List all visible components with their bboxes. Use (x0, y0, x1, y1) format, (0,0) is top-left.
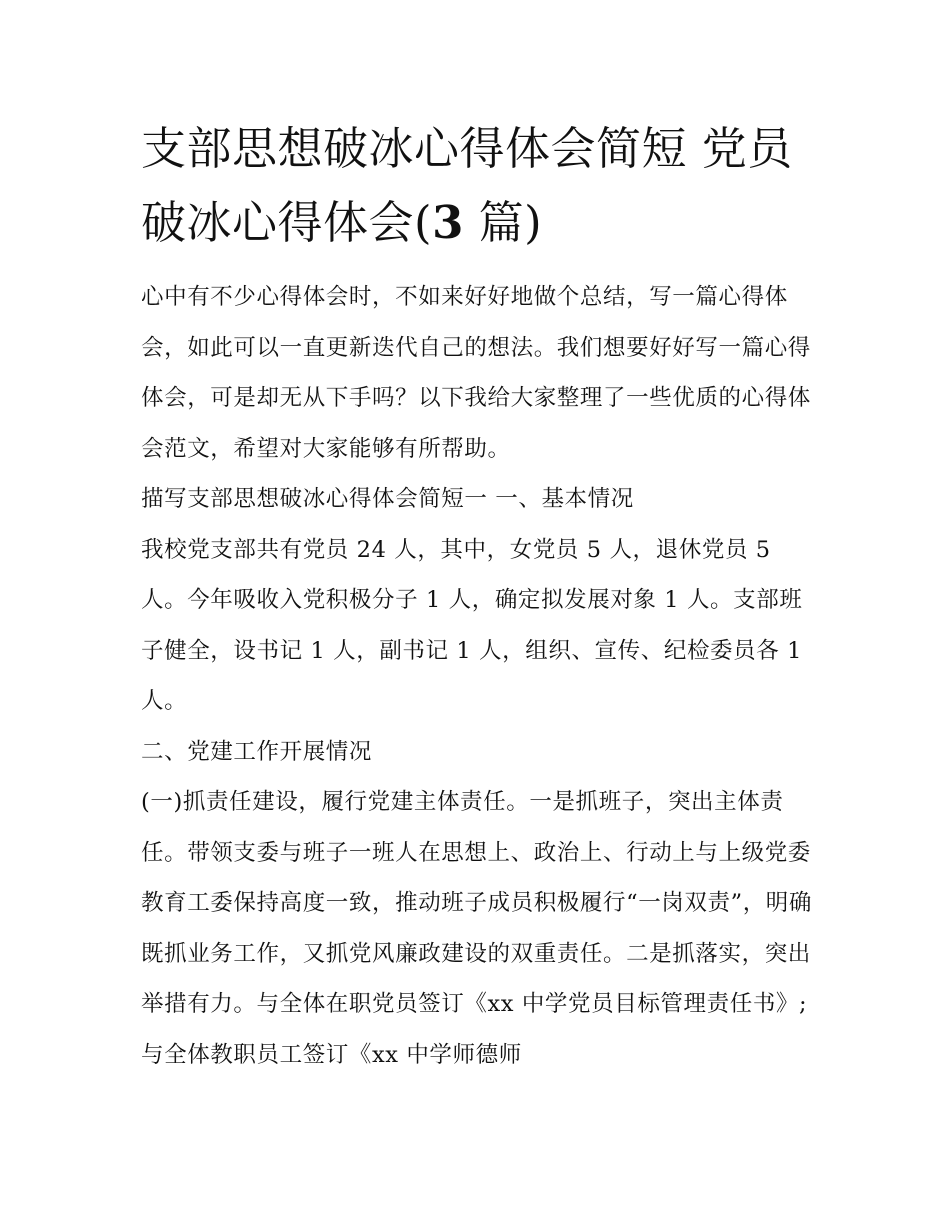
section-heading-party-work: 二、党建工作开展情况 (141, 738, 373, 765)
title-count: 3 (432, 196, 464, 249)
document-content (141, 112, 813, 1080)
basic-situation-paragraph: 我校党支部共有党员 24 人，其中，女党员 5 人，退休党员 5 人。今年吸收入党积极分子 1 人，确定拟发展对象 1 人。支部班子健全，设书记 1 人，副书记 1 人，组织、宣传、纪检委员各 1 人。 (141, 536, 803, 714)
section-heading-basic-situation: 描写支部思想破冰心得体会简短一 一、基本情况 (141, 486, 634, 512)
title-suffix: 篇) (463, 196, 543, 249)
intro-paragraph: 心中有不少心得体会时，不如来好好地做个总结，写一篇心得体会，如此可以一直更新迭代自己的想法。我们想要好好写一篇心得体会，可是却无从下手吗？以下我给大家整理了一些优质的心得体会范文，希望对大家能够有所帮助。 (141, 284, 811, 462)
title-text: 支部思想破冰心得体会简短 党员破冰心得体会( (141, 122, 793, 249)
document-title (141, 112, 813, 260)
document-body (141, 272, 813, 1080)
party-work-paragraph: (一)抓责任建设，履行党建主体责任。一是抓班子，突出主体责任。带领支委与班子一班人在思想上、政治上、行动上与上级党委教育工委保持高度一致，推动班子成员积极履行“一岗双责”，明确既抓业务工作，又抓党风廉政建设的双重责任。二是抓落实，突出举措有力。与全体在职党员签订《xx 中学党员目标管理责任书》;与全体教职员工签订《xx 中学师德师 (141, 789, 813, 1068)
